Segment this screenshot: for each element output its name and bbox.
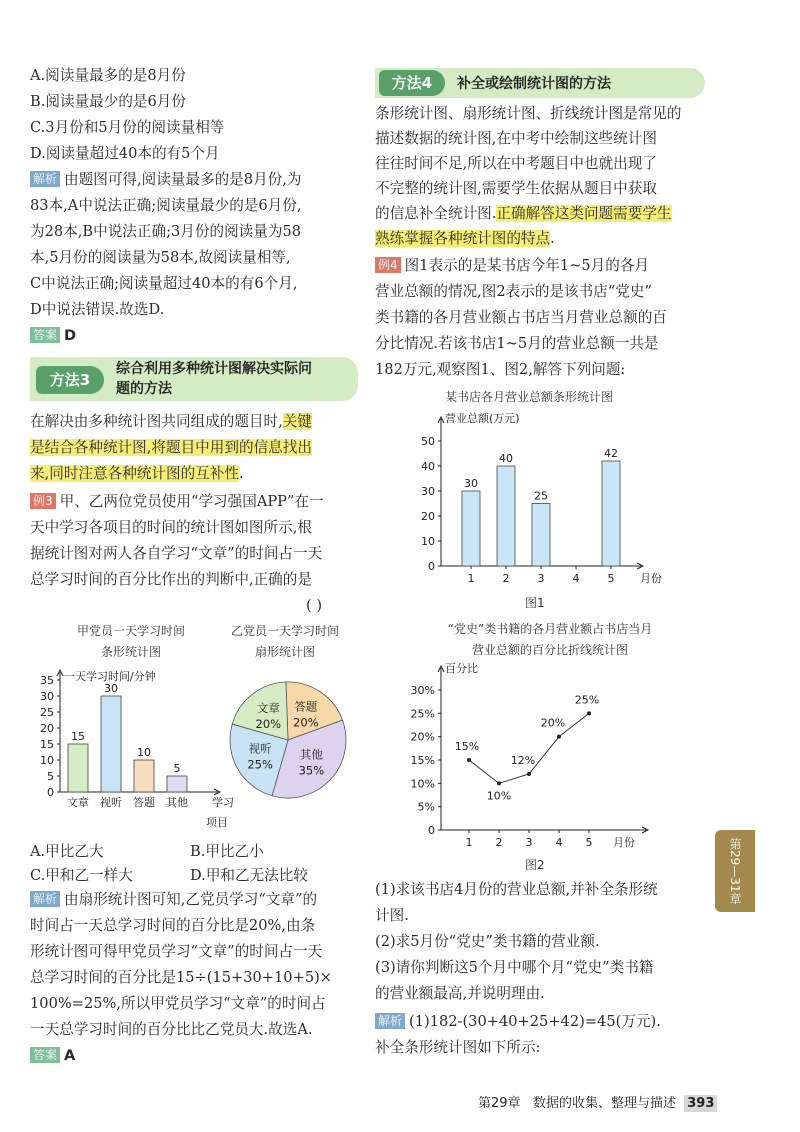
option-d-top: D.阅读量超过40本的有5个月 — [30, 145, 220, 162]
example-3-line: 据统计图对两人各自学习“文章”的时间占一天 — [30, 545, 323, 562]
method-4-text: 条形统计图、扇形统计图、折线统计图是常见的 — [375, 105, 682, 122]
data-point — [557, 735, 561, 739]
chart-title-line: 甲党员一天学习时间 — [76, 624, 185, 638]
y-tick-label: 30% — [410, 684, 435, 697]
method-4-highlight: 熟练掌握各种统计图的特点 — [375, 230, 551, 247]
method-3-title-line: 题的方法 — [116, 381, 172, 397]
footer-chapter: 第29章 — [478, 1096, 521, 1111]
analysis-2-line: 总学习时间的百分比是15÷(15+30+10+5)× — [30, 969, 333, 986]
x-tick-label: 4 — [555, 836, 563, 849]
y-axis-label: 百分比 — [445, 662, 478, 675]
example-4-line: 类书籍的各月营业额占书店当月营业总额的百 — [375, 309, 667, 326]
analysis-2-line: 形统计图可得甲党员学习“文章”的时间占一天 — [30, 943, 323, 960]
x-tick-label: 文章 — [67, 796, 89, 809]
bar-value-label: 40 — [499, 452, 513, 465]
bar-value-label: 25 — [534, 489, 548, 503]
page-footer — [478, 1092, 717, 1111]
bar — [68, 744, 88, 792]
fig1-title: 某书店各月营业总额条形统计图 — [445, 390, 614, 404]
x-tick-label: 2 — [495, 836, 503, 849]
y-tick-label: 30 — [40, 690, 54, 703]
option-b-bottom: B.甲比乙小 — [190, 843, 264, 860]
analysis-1-line: 83本,A中说法正确;阅读量最少的是6月份, — [30, 197, 302, 214]
y-axis-label: 一天学习时间/分钟 — [64, 670, 156, 683]
example-4-line: 182万元,观察图1、图2,解答下列问题: — [375, 361, 626, 378]
answer-2-value: A — [64, 1047, 76, 1064]
x-tick-label: 4 — [572, 572, 580, 585]
y-tick-label: 20 — [421, 510, 435, 523]
y-tick-label: 5 — [47, 770, 54, 783]
example-tag: 例4 — [375, 257, 401, 273]
data-label: 15% — [454, 740, 480, 753]
method-3-text-end: . — [238, 465, 244, 482]
pie-slice-percent: 25% — [247, 757, 273, 772]
method-4-badge: 方法4 — [379, 70, 445, 96]
answer-blank: ( ) — [306, 597, 323, 614]
footer-title: 数据的收集、整理与描述 — [532, 1096, 676, 1111]
bar-value-label: 5 — [173, 762, 181, 775]
analysis-1-line: 本,5月份的阅读量为58本,故阅读量相等, — [30, 249, 291, 266]
x-tick-label: 答题 — [133, 796, 155, 809]
example-4-line — [375, 256, 649, 276]
data-point — [467, 758, 471, 762]
method-4-text — [375, 204, 672, 224]
bar — [602, 461, 620, 566]
bar — [462, 491, 480, 566]
answer-tag: 答案 — [30, 327, 60, 343]
y-tick-label: 50 — [421, 435, 435, 448]
answer-1 — [30, 326, 76, 346]
example-3-line: 总学习时间的百分比作出的判断中,正确的是 — [30, 571, 312, 588]
example-4-line: 分比情况.若该书店1~5月的营业总额一共是 — [375, 335, 659, 352]
data-label: 20% — [540, 716, 566, 730]
x-tick-label: 视听 — [100, 796, 122, 809]
method-3-highlight: 来,同时注意各种统计图的互补性 — [30, 465, 239, 482]
option-c-top: C.3月份和5月份的阅读量相等 — [30, 119, 225, 136]
y-tick-label: 20 — [40, 722, 54, 735]
example-3-line — [30, 492, 324, 512]
chart-title-line: “党史”类书籍的各月营业额占书店当月 — [447, 622, 653, 636]
bar-value-label: 42 — [604, 447, 618, 460]
fig2-title — [425, 620, 675, 658]
y-tick-label: 25% — [410, 707, 435, 721]
x-tick-label: 其他 — [166, 796, 188, 809]
method-3-title-line: 综合利用多种统计图解决实际问 — [116, 361, 312, 377]
x-tick-label: 5 — [607, 572, 615, 585]
method-4-text: 描述数据的统计图,在中考中绘制这些统计图 — [375, 130, 657, 147]
pie-chart-yi — [222, 676, 358, 806]
y-tick-label: 15 — [40, 738, 54, 751]
method-3-badge: 方法3 — [36, 366, 104, 394]
method-3-highlight: 关键 — [282, 413, 312, 430]
bar-value-label: 30 — [104, 682, 118, 695]
example-3-line: 天中学习各项目的时间的统计图如图所示,根 — [30, 519, 312, 536]
data-label: 25% — [574, 693, 600, 707]
example-4-text: 图1表示的是某书店今年1~5月的各月 — [404, 257, 650, 274]
option-a-top: A.阅读量最多的是8月份 — [30, 67, 186, 84]
data-point — [527, 772, 531, 776]
bar — [167, 776, 187, 792]
y-tick-label: 20% — [410, 730, 435, 744]
fig1-caption: 图1 — [525, 596, 545, 610]
pie-slice-percent: 20% — [293, 715, 319, 730]
analysis-2-line — [30, 890, 317, 910]
x-tick-label: 1 — [467, 572, 475, 585]
y-tick-label: 25 — [40, 706, 54, 719]
analysis-1-line: D中说法错误.故选D. — [30, 301, 165, 318]
bar-value-label: 30 — [464, 477, 478, 490]
y-tick-label: 0 — [428, 824, 435, 837]
analysis-2-line: 时间占一天总学习时间的百分比是20%,由条 — [30, 917, 316, 934]
x-axis-label: 学习 — [212, 796, 234, 809]
example-4-line: 营业总额的情况,图2表示的是该书店“党史” — [375, 283, 652, 300]
example-3-text: 甲、乙两位党员使用“学习强国APP”在一 — [59, 493, 324, 510]
option-d-bottom: D.甲和乙无法比较 — [190, 867, 308, 884]
pie-chart-yi-title — [220, 622, 350, 660]
pie-slice-label: 文章 — [256, 700, 280, 715]
question-line: 的营业额最高,并说明理由. — [375, 985, 545, 1002]
bar-chart-fig1 — [405, 408, 705, 590]
bar-value-label: 15 — [71, 730, 85, 743]
bar — [532, 504, 550, 567]
bar-chart-jia — [30, 668, 234, 838]
answer-tag: 答案 — [30, 1047, 60, 1063]
bar-chart-jia-title — [66, 622, 196, 660]
analysis-2-line: 一天总学习时间的百分比比乙党员大.故选A. — [30, 1021, 313, 1038]
y-tick-label: 35 — [40, 674, 54, 687]
y-tick-label: 10 — [421, 535, 435, 548]
line-chart-fig2 — [405, 660, 705, 850]
answer-1-value: D — [64, 327, 77, 344]
answer-2 — [30, 1046, 75, 1066]
x-tick-label: 3 — [537, 572, 545, 585]
analysis-4-line: 补全条形统计图如下所示: — [375, 1039, 541, 1056]
method-4-title: 补全或绘制统计图的方法 — [457, 76, 611, 92]
method-4-text-part: 的信息补全统计图. — [375, 205, 497, 222]
bar — [497, 466, 515, 566]
question-line: (1)求该书店4月份的营业总额,并补全条形统 — [375, 881, 658, 898]
x-tick-label: 5 — [585, 836, 593, 849]
y-tick-label: 15% — [410, 754, 435, 767]
chart-title-line: 营业总额的百分比折线统计图 — [471, 643, 628, 657]
method-4-text: 不完整的统计图,需要学生依据从题目中获取 — [375, 180, 657, 197]
data-point — [497, 781, 501, 785]
y-tick-label: 30 — [421, 485, 435, 498]
bar — [101, 696, 121, 792]
option-b-top: B.阅读量最少的是6月份 — [30, 93, 186, 110]
pie-slice-label: 答题 — [294, 699, 318, 714]
x-tick-label: 1 — [465, 836, 473, 849]
question-line: 计图. — [375, 907, 409, 924]
data-label: 10% — [486, 789, 512, 803]
method-4-highlight: 正确解答这类问题需要学生 — [496, 205, 672, 222]
analysis-1-line: 为28本,B中说法正确;3月份的阅读量为58 — [30, 223, 302, 240]
x-axis-label: 月份 — [640, 572, 662, 585]
x-tick-label: 2 — [502, 572, 510, 585]
option-a-bottom: A.甲比乙大 — [30, 843, 104, 860]
fig2-caption: 图2 — [525, 858, 545, 872]
analysis-tag: 解析 — [30, 171, 60, 187]
method-3-text — [30, 464, 244, 484]
x-tick-label: 3 — [525, 836, 533, 849]
bar-value-label: 10 — [137, 746, 151, 759]
method-4-text — [375, 229, 555, 249]
question-line: (2)求5月份“党史”类书籍的营业额. — [375, 933, 600, 950]
analysis-4-line — [375, 1012, 661, 1032]
pie-slice-percent: 35% — [298, 763, 325, 778]
analysis-2-line: 100%=25%,所以甲党员学习“文章”的时间占 — [30, 995, 326, 1012]
y-tick-label: 10 — [40, 754, 54, 767]
bar — [134, 760, 154, 792]
pie-slice-label: 视听 — [248, 741, 272, 756]
pie-slice-label: 其他 — [299, 747, 323, 762]
chart-title-line: 乙党员一天学习时间 — [230, 624, 339, 638]
y-tick-label: 0 — [47, 786, 54, 799]
question-line: (3)请你判断这5个月中哪个月“党史”类书籍 — [375, 959, 654, 976]
data-label: 12% — [510, 754, 536, 767]
method-3-text — [30, 412, 312, 432]
analysis-tag: 解析 — [30, 891, 60, 907]
y-tick-label: 5% — [417, 800, 435, 814]
pie-slice-percent: 20% — [255, 716, 282, 731]
y-tick-label: 40 — [421, 460, 435, 473]
analysis-2-text: 由扇形统计图可知,乙党员学习“文章”的 — [64, 891, 318, 908]
y-tick-label: 10% — [410, 777, 435, 791]
method-4-text: 往往时间不足,所以在中考题目中也就出现了 — [375, 155, 657, 172]
analysis-1-text: 由题图可得,阅读量最多的是8月份,为 — [64, 171, 302, 188]
chart-title-line: 扇形统计图 — [254, 645, 315, 659]
analysis-tag: 解析 — [375, 1013, 405, 1029]
chart-title-line: 条形统计图 — [100, 645, 161, 659]
analysis-1-line — [30, 170, 302, 190]
method-3-text — [30, 438, 312, 458]
method-4-text-end: . — [550, 230, 555, 247]
chapter-tab: 第29—31章 — [715, 830, 755, 912]
x-axis-label: 项目 — [206, 816, 228, 829]
method-3-highlight: 是结合各种统计图,将题目中用到的信息找出 — [30, 439, 312, 456]
x-axis-label: 月份 — [613, 836, 635, 849]
data-point — [587, 711, 591, 715]
y-tick-label: 0 — [428, 560, 435, 573]
analysis-1-line: C中说法正确;阅读量超过40本的有6个月, — [30, 275, 298, 292]
page-number: 393 — [684, 1095, 717, 1112]
method-3-title — [116, 359, 312, 399]
analysis-4-text: (1)182-(30+40+25+42)=45(万元). — [409, 1013, 661, 1030]
example-tag: 例3 — [30, 493, 56, 509]
y-axis-label: 营业总额(万元) — [445, 412, 520, 425]
method-3-text-part: 在解决由多种统计图共同组成的题目时, — [30, 413, 283, 430]
option-c-bottom: C.甲和乙一样大 — [30, 867, 133, 884]
